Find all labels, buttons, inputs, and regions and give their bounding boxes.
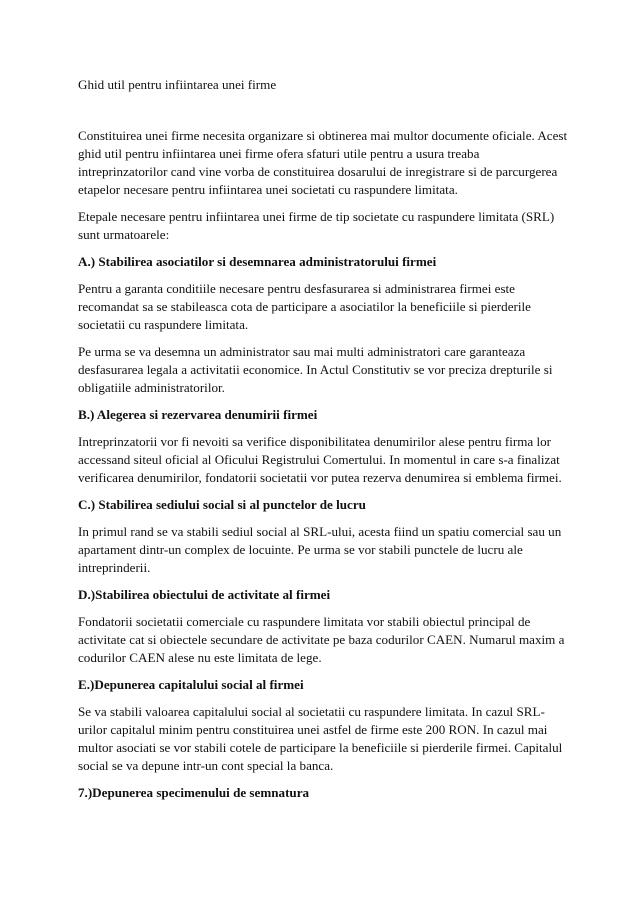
document-title: Ghid util pentru infiintarea unei firme xyxy=(78,77,277,92)
section-heading: E.)Depunerea capitalului social al firmei xyxy=(78,677,304,692)
intro-paragraph: Constituirea unei firme necesita organizare si obtinerea mai multor documente oficiale. Acest ghid util pentru infiintarea unei firme ofera sfaturi utile pentru a usura treaba intreprinzatorilor cand vine vorba de constituirea dosarului de inregistrare si de parcurgerea etapelor necesare pentru infiintarea unei societati cu raspundere limitata. xyxy=(78,128,568,197)
document-body xyxy=(78,127,570,811)
section-paragraph: Intreprinzatorii vor fi nevoiti sa verifice disponibilitatea denumirilor alese pentru firma lor accessand siteul oficial al Oficului Registrului Comertului. In momentul in care s-a finalizat verificarea denumirilor, fondatorii societatii vor putea rezerva denumirea si emblema firmei. xyxy=(78,434,562,485)
section-heading: 7.)Depunerea specimenului de semnatura xyxy=(78,785,310,800)
section-paragraph: Fondatorii societatii comerciale cu raspundere limitata vor stabili obiectul principal de activitate cat si obiectele secundare de activitate pe baza codurilor CAEN. Numarul maxim a codurilor CAEN alese nu este limitata de lege. xyxy=(78,614,565,665)
section-paragraph: Pe urma se va desemna un administrator sau mai multi administratori care garanteaza desfasurarea legala a activitatii economice. In Actul Constitutiv se vor preciza drepturile si obligatiile administratorilor. xyxy=(78,344,553,395)
section-heading: D.)Stabilirea obiectului de activitate al firmei xyxy=(78,587,331,602)
intro-paragraph: Etepale necesare pentru infiintarea unei firme de tip societate cu raspundere limitata (SRL) sunt urmatoarele: xyxy=(78,209,555,242)
section-heading: C.) Stabilirea sediului social si al punctelor de lucru xyxy=(78,497,366,512)
section-heading: B.) Alegerea si rezervarea denumirii firmei xyxy=(78,407,318,422)
section-paragraph: Pentru a garanta conditiile necesare pentru desfasurarea si administrarea firmei este recomandat sa se stabileasca cota de participare a asociatilor la beneficiile si pierderile societatii cu raspundere limitata. xyxy=(78,281,531,332)
section-heading: A.) Stabilirea asociatilor si desemnarea administratorului firmei xyxy=(78,254,437,269)
section-paragraph: In primul rand se va stabili sediul social al SRL-ului, acesta fiind un spatiu comercial sau un apartament dintr-un complex de locuinte. Pe urma se vor stabili punctele de lucru ale intreprinderii. xyxy=(78,524,562,575)
section-paragraph: Se va stabili valoarea capitalului social al societatii cu raspundere limitata. In cazul SRL-urilor capitalul minim pentru constituirea unei astfel de firme este 200 RON. In cazul mai multor asociati se vor stabili cotele de participare la beneficiile si pierderile firmei. Capitalul social se va depune intr-un cont special la banca. xyxy=(78,704,563,773)
